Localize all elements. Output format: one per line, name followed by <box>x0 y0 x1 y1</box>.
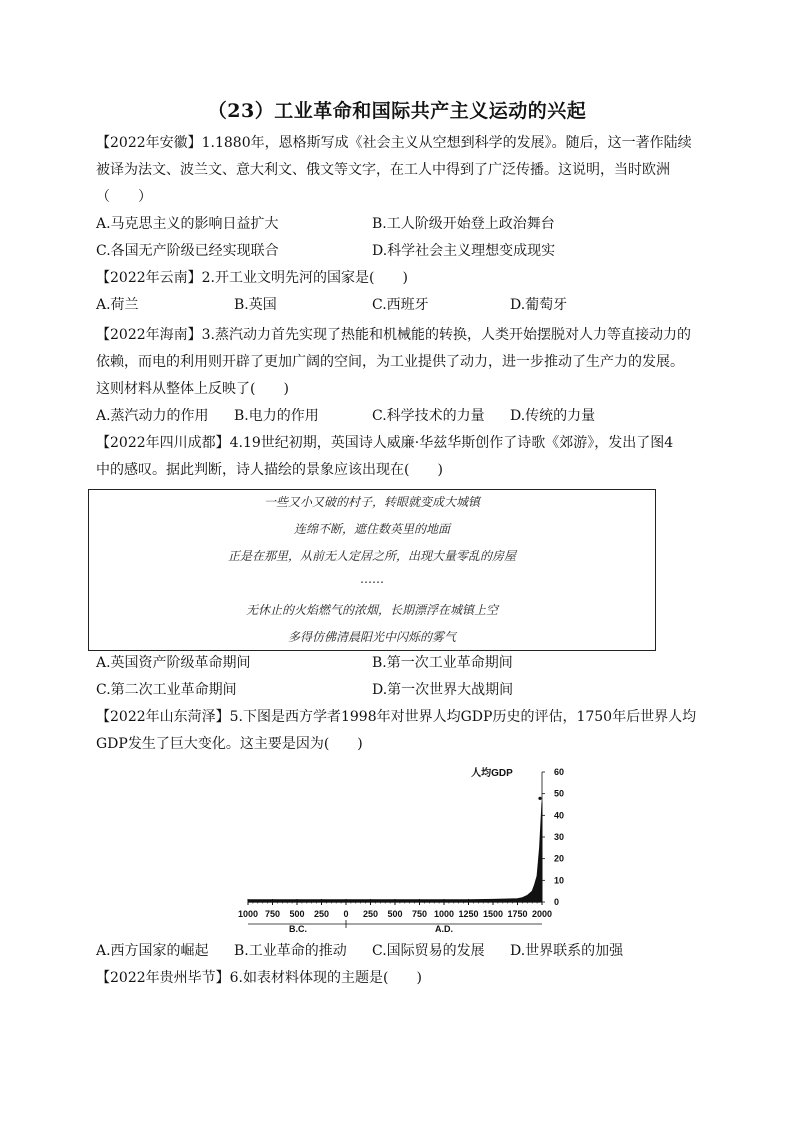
answer-blank: （ ） <box>96 189 152 205</box>
options-row <box>96 238 696 265</box>
question-text: 【2022年云南】2.开工业文明先河的国家是( ) <box>96 270 408 286</box>
y-tick-label: 40 <box>554 810 565 821</box>
x-tick-label: 500 <box>387 909 403 919</box>
x-tick-label: 1000 <box>237 909 259 919</box>
gdp-area <box>248 797 542 902</box>
poem-box <box>88 489 656 651</box>
question-text: 【2022年山东菏泽】5.下图是西方学者1998年对世界人均GDP历史的评估，1750年后世界人均 <box>96 709 697 725</box>
options-row <box>96 403 696 430</box>
question-text: GDP发生了巨大变化。这主要是因为( ) <box>96 736 363 752</box>
y-tick-label: 50 <box>554 788 565 799</box>
question-text: 依赖，而电的利用则开辟了更加广阔的空间，为工业提供了动力，进一步推动了生产力的发展。 <box>96 354 684 370</box>
x-tick-label: 1000 <box>433 909 455 919</box>
era-label-ad: A.D. <box>435 924 453 934</box>
option-c: C.科学技术的力量 <box>372 408 485 424</box>
gdp-peak-point <box>538 797 541 800</box>
option-a: A.英国资产阶级革命期间 <box>96 655 251 671</box>
x-tick-label: 750 <box>264 909 281 919</box>
y-ticks <box>542 767 564 907</box>
y-tick-label: 0 <box>554 897 560 907</box>
option-a: A.马克思主义的影响日益扩大 <box>96 216 279 232</box>
y-tick-label: 60 <box>554 767 565 777</box>
question-5-options <box>96 938 696 965</box>
y-tick-label: 10 <box>554 875 565 886</box>
option-c: C.国际贸易的发展 <box>372 943 485 959</box>
page-title: （23）工业革命和国际共产主义运动的兴起 <box>207 100 587 122</box>
question-1 <box>96 130 696 265</box>
poem-line: 连绵不断，遮住数英里的地面 <box>293 522 450 536</box>
option-d: D.传统的力量 <box>510 408 596 424</box>
option-c: C.各国无产阶级已经实现联合 <box>96 243 279 259</box>
question-4 <box>96 430 696 484</box>
poem-line: 无休止的火焰燃气的浓烟，长期漂浮在城镇上空 <box>245 603 498 617</box>
question-2 <box>96 265 696 319</box>
question-3 <box>96 322 696 430</box>
gdp-chart <box>230 762 570 934</box>
y-tick-label: 30 <box>554 832 565 842</box>
options-row <box>96 292 696 319</box>
poem-line: …… <box>360 572 384 586</box>
question-text: 【2022年贵州毕节】6.如表材料体现的主题是( ) <box>96 970 422 986</box>
x-tick-label: 1500 <box>482 909 504 919</box>
question-5 <box>96 704 696 758</box>
x-tick-label: 500 <box>289 909 305 919</box>
poem-line: 一些又小又破的村子，转眼就变成大城镇 <box>263 495 480 509</box>
option-b: B.英国 <box>234 297 277 313</box>
option-a: A.荷兰 <box>96 297 139 313</box>
question-text: 中的感叹。据此判断，诗人描绘的景象应该出现在( ) <box>96 462 443 478</box>
option-d: D.世界联系的加强 <box>510 943 624 959</box>
question-6 <box>96 965 696 992</box>
x-tick-label: 0 <box>343 909 349 919</box>
option-d: D.葡萄牙 <box>510 297 568 313</box>
option-d: D.科学社会主义理想变成现实 <box>372 243 556 259</box>
x-tick-label: 750 <box>411 909 428 919</box>
options-row <box>96 938 696 965</box>
x-tick-label: 1750 <box>507 909 528 919</box>
x-tick-label: 1250 <box>458 909 479 919</box>
question-4-options <box>96 650 696 704</box>
question-text: 【2022年安徽】1.1880年，恩格斯写成《社会主义从空想到科学的发展》。随后，这一著作陆续 <box>96 135 692 151</box>
options-row <box>96 677 696 704</box>
options-row <box>96 650 696 677</box>
gdp-area-fill <box>248 802 542 902</box>
option-b: B.工业革命的推动 <box>234 943 347 959</box>
y-axis-label: 人均GDP <box>471 768 513 779</box>
poem-line: 正是在那里，从前无人定居之所，出现大量零乱的房屋 <box>227 549 516 563</box>
question-text: 这则材料从整体上反映了( ) <box>96 381 289 397</box>
option-b: B.电力的作用 <box>234 408 319 424</box>
option-d: D.第一次世界大战期间 <box>372 682 514 698</box>
question-text: 被译为法文、波兰文、意大利文、俄文等文字，在工人中得到了广泛传播。这说明，当时欧洲 <box>96 162 670 178</box>
option-a: A.蒸汽动力的作用 <box>96 408 209 424</box>
x-tick-label: 250 <box>313 909 330 919</box>
x-tick-label: 250 <box>362 909 379 919</box>
options-row <box>96 211 696 238</box>
y-tick-label: 20 <box>554 853 565 864</box>
question-text: 【2022年海南】3.蒸汽动力首先实现了热能和机械能的转换，人类开始摆脱对人力等直接动力的 <box>96 327 691 343</box>
x-tick-label: 2000 <box>531 909 553 919</box>
poem-line: 多得仿佛清晨阳光中闪烁的雾气 <box>287 630 456 644</box>
option-b: B.工人阶级开始登上政治舞台 <box>372 216 555 232</box>
option-a: A.西方国家的崛起 <box>96 943 209 959</box>
question-text: 【2022年四川成都】4.19世纪初期，英国诗人威廉·华兹华斯创作了诗歌《郊游》，发出了图4 <box>96 435 674 451</box>
option-b: B.第一次工业革命期间 <box>372 655 513 671</box>
option-c: C.西班牙 <box>372 297 429 313</box>
era-label-bc: B.C. <box>289 924 307 934</box>
option-c: C.第二次工业革命期间 <box>96 682 237 698</box>
